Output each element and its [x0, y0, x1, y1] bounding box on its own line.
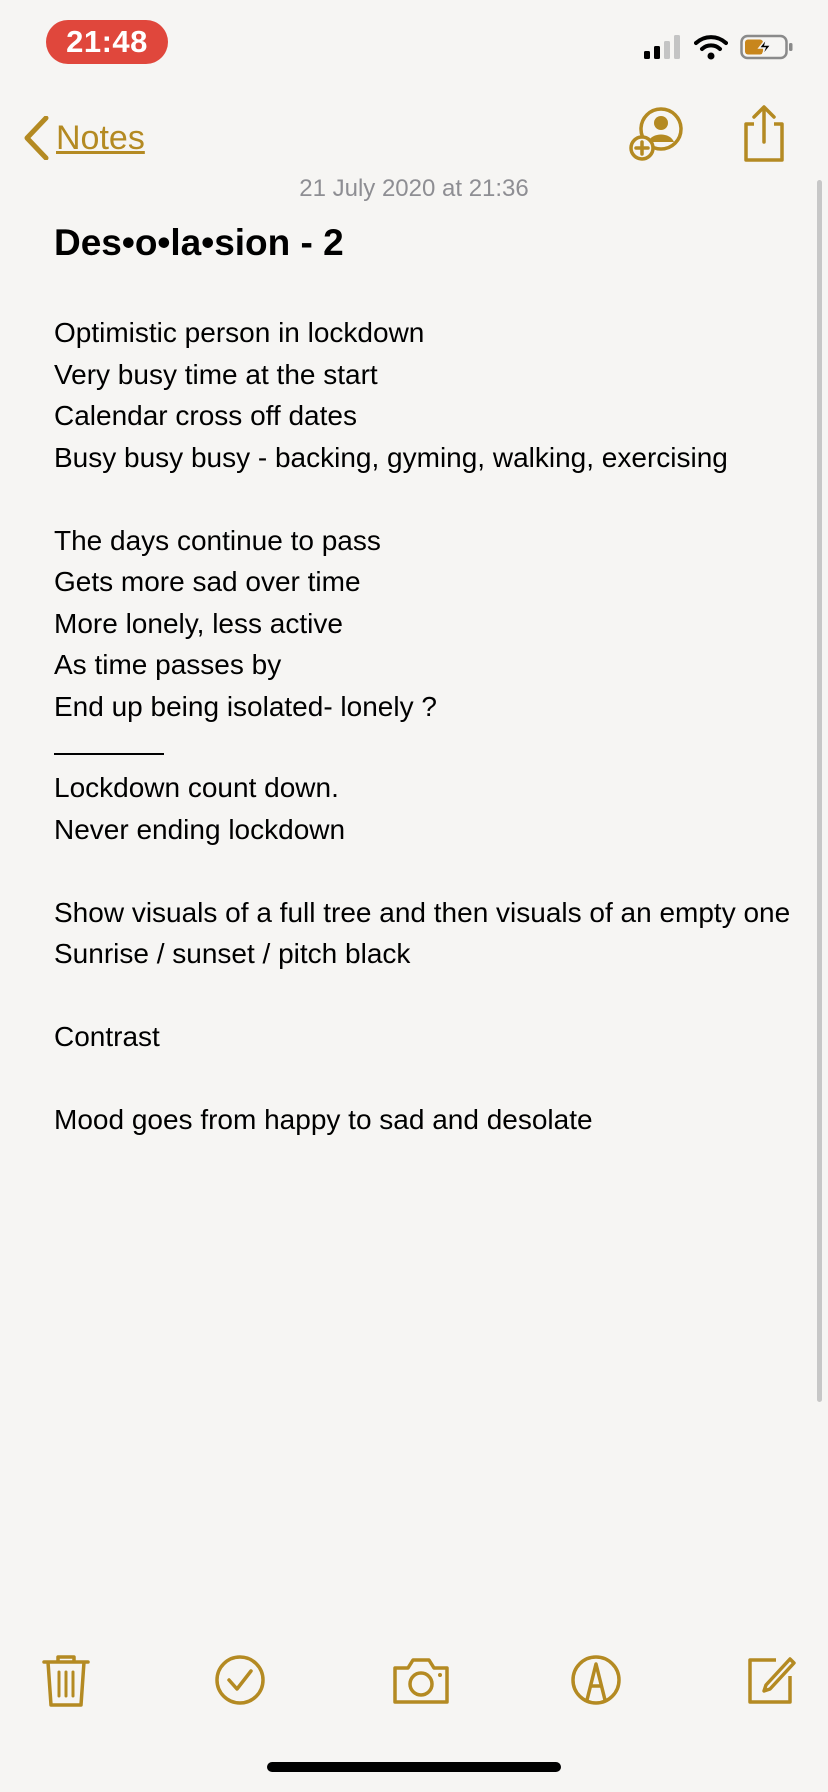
chevron-left-icon — [22, 116, 50, 160]
note-line — [54, 478, 794, 520]
note-line: Lockdown count down. — [54, 772, 339, 803]
note-line: End up being isolated- lonely ? — [54, 690, 437, 722]
back-button[interactable] — [22, 108, 145, 168]
share-icon[interactable] — [734, 104, 794, 164]
signal-icon — [644, 35, 682, 59]
wifi-icon — [694, 34, 728, 60]
note-line: Optimistic person in lockdown — [54, 317, 425, 348]
note-line: Very busy time at the start — [54, 358, 378, 390]
note-title[interactable]: Des•o•la•sion - 2 — [54, 222, 344, 263]
camera-icon[interactable] — [390, 1652, 452, 1708]
note-line: The days continue to pass — [54, 524, 381, 556]
note-line: As time passes by — [54, 649, 282, 680]
note-line: Contrast — [54, 1021, 160, 1052]
back-button-label[interactable]: Notes — [56, 118, 145, 157]
note-line: Calendar cross off dates — [54, 400, 357, 431]
note-line: Gets more sad over time — [54, 566, 361, 597]
status-bar — [0, 0, 828, 96]
bottom-toolbar — [0, 1640, 828, 1720]
trash-icon[interactable] — [38, 1652, 94, 1708]
status-time[interactable]: 21:48 — [46, 20, 168, 64]
note-line: Never ending lockdown — [54, 813, 346, 845]
checklist-icon[interactable] — [212, 1652, 268, 1708]
add-people-icon[interactable] — [628, 104, 688, 164]
note-line: Busy busy busy - backing, gyming, walking, exercising — [54, 441, 728, 473]
compose-icon[interactable] — [742, 1652, 798, 1708]
note-line: More lonely, less active — [54, 607, 343, 639]
note-line: Mood goes from happy to sad and desolate — [54, 1104, 593, 1135]
scroll-indicator[interactable] — [817, 180, 822, 1402]
note-line: Sunrise / sunset / pitch black — [54, 938, 411, 969]
battery-charging-icon — [740, 34, 794, 60]
status-icons — [644, 34, 794, 60]
note-line — [54, 975, 794, 1017]
note-line: Show visuals of a full tree and then visuals of an empty one — [54, 896, 791, 928]
note-timestamp: 21 July 2020 at 21:36 — [299, 175, 529, 202]
note-body[interactable] — [54, 312, 794, 1141]
markup-icon[interactable] — [568, 1652, 624, 1708]
home-indicator[interactable] — [267, 1762, 561, 1772]
note-line — [54, 1058, 794, 1100]
note-line — [54, 850, 794, 892]
divider-line — [54, 753, 164, 755]
